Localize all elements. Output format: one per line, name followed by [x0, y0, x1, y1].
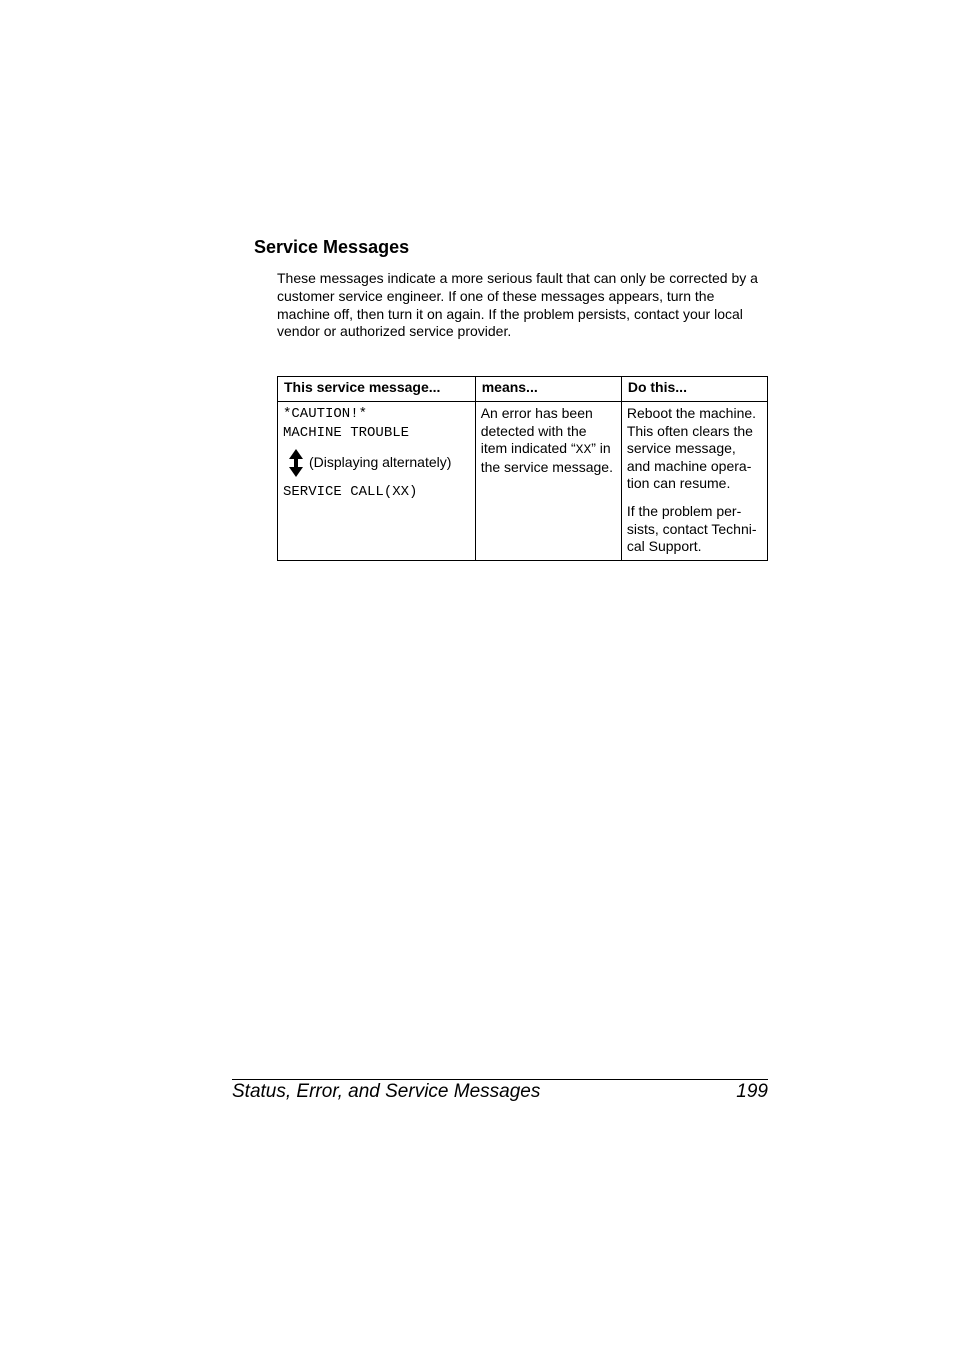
service-messages-table: [277, 376, 768, 561]
footer-divider: [232, 1079, 768, 1080]
message-line-machine-trouble: MACHINE TROUBLE: [283, 425, 410, 441]
message-cell: [278, 402, 476, 561]
table-row: [278, 402, 768, 561]
section-title: Service Messages: [254, 237, 410, 257]
means-cell: [475, 402, 621, 561]
header-message: This service message...: [278, 377, 476, 402]
means-text-after: ” in the service message.: [480, 440, 613, 475]
footer-page-number: 199: [736, 1081, 768, 1102]
message-line-service-call: SERVICE CALL(XX): [283, 484, 418, 500]
table-header-row: [278, 377, 768, 402]
footer-chapter-title: Status, Error, and Service Messages: [232, 1081, 541, 1102]
do-this-cell: [621, 402, 767, 561]
header-do-this: Do this...: [621, 377, 767, 402]
do-this-paragraph-2: If the problem per-sists, contact Techni-cal Support.: [626, 502, 757, 555]
intro-paragraph: These messages indicate a more serious fault that can only be corrected by a customer service engineer. If one of these messages appears, turn the machine off, then turn it on again. If the problem persists, contact your local vendor or authorized service provider.: [277, 270, 758, 340]
alternate-note: (Displaying alternately): [309, 454, 452, 471]
alternate-indicator: [283, 449, 471, 477]
means-code: XX: [575, 442, 592, 458]
do-this-paragraph-1: Reboot the machine. This often clears the service message, and machine opera-tion can resume.: [626, 405, 757, 492]
up-down-arrow-icon: [289, 449, 303, 477]
message-line-caution: *CAUTION!*: [283, 406, 368, 422]
header-means: means...: [475, 377, 621, 402]
means-text-before: An error has been detected with the item indicated “: [480, 405, 593, 457]
